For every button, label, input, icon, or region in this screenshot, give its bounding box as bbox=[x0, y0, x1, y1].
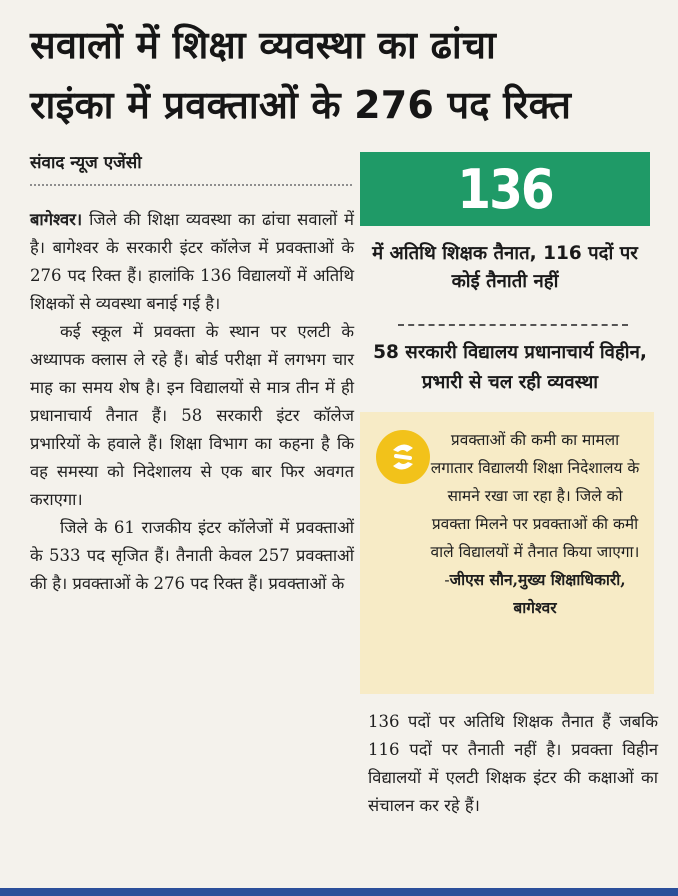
headline-line-2: राइंका में प्रवक्ताओं के 276 पद रिक्त bbox=[30, 83, 572, 127]
quote-source: जीएस सौन,मुख्य शिक्षाधिकारी, बागेश्वर bbox=[449, 570, 626, 617]
byline-divider bbox=[30, 184, 352, 186]
byline: संवाद न्यूज एजेंसी bbox=[30, 153, 142, 173]
footer-bar bbox=[0, 888, 678, 896]
stat-caption-secondary: 58 सरकारी विद्यालय प्रधानाचार्य विहीन, प्रभारी से चल रही व्यवस्था bbox=[373, 342, 647, 393]
article-left-column bbox=[30, 206, 354, 598]
article-right-column bbox=[368, 708, 658, 820]
stat-number: 136 bbox=[457, 157, 553, 221]
paragraph-1-text: जिले की शिक्षा व्यवस्था का ढांचा सवालों में है। बागेश्वर के सरकारी इंटर कॉलेज में प्रवक्ताओं के 276 पद रिक्त हैं। हालांकि 136 विद्यालयों में अतिथि शिक्षकों से व्यवस्था बनाई गई है। bbox=[30, 210, 354, 313]
dateline: बागेश्वर। bbox=[30, 210, 83, 229]
right-column-paragraph: 136 पदों पर अतिथि शिक्षक तैनात हैं जबकि 116 पदों पर तैनाती नहीं है। प्रवक्ता विहीन विद्यालयों में एलटी शिक्षक इंटर की कक्षाओं का संचालन कर रहे हैं। bbox=[368, 712, 658, 815]
stat-caption: में अतिथि शिक्षक तैनात, 116 पदों पर कोई तैनाती नहीं bbox=[372, 243, 638, 292]
article-paragraph-1 bbox=[30, 206, 354, 318]
quote-body: प्रवक्ताओं की कमी का मामला लगातार विद्यालयी शिक्षा निदेशालय के सामने रखा जा रहा है। जिले को प्रवक्ता मिलने पर प्रवक्ताओं की कमी वाले विद्यालयों में तैनात किया जाएगा। - bbox=[430, 431, 640, 589]
official-quote-box bbox=[360, 412, 654, 694]
quote-text bbox=[428, 426, 642, 622]
headline-line-1: सवालों में शिक्षा व्यवस्था का ढांचा bbox=[30, 23, 497, 67]
stat-divider bbox=[398, 324, 628, 326]
article-paragraph-3: जिले के 61 राजकीय इंटर कॉलेजों में प्रवक्ताओं के 533 पद सृजित हैं। तैनाती केवल 257 प्रवक्ताओं की है। प्रवक्ताओं के 276 पद रिक्त हैं। प्रवक्ताओं के bbox=[30, 518, 354, 593]
stat-highlight-box bbox=[360, 152, 650, 226]
quote-mark-icon bbox=[374, 428, 432, 486]
article-paragraph-2: कई स्कूल में प्रवक्ता के स्थान पर एलटी के अध्यापक क्लास ले रहे हैं। बोर्ड परीक्षा में लगभग चार माह का समय शेष है। इन विद्यालयों से मात्र तीन में ही प्रधानाचार्य तैनात हैं। 58 सरकारी इंटर कॉलेज प्रभारियों के हवाले हैं। शिक्षा विभाग का कहना है कि वह समस्या को निदेशालय से एक बार फिर अवगत कराएगा। bbox=[30, 322, 354, 509]
